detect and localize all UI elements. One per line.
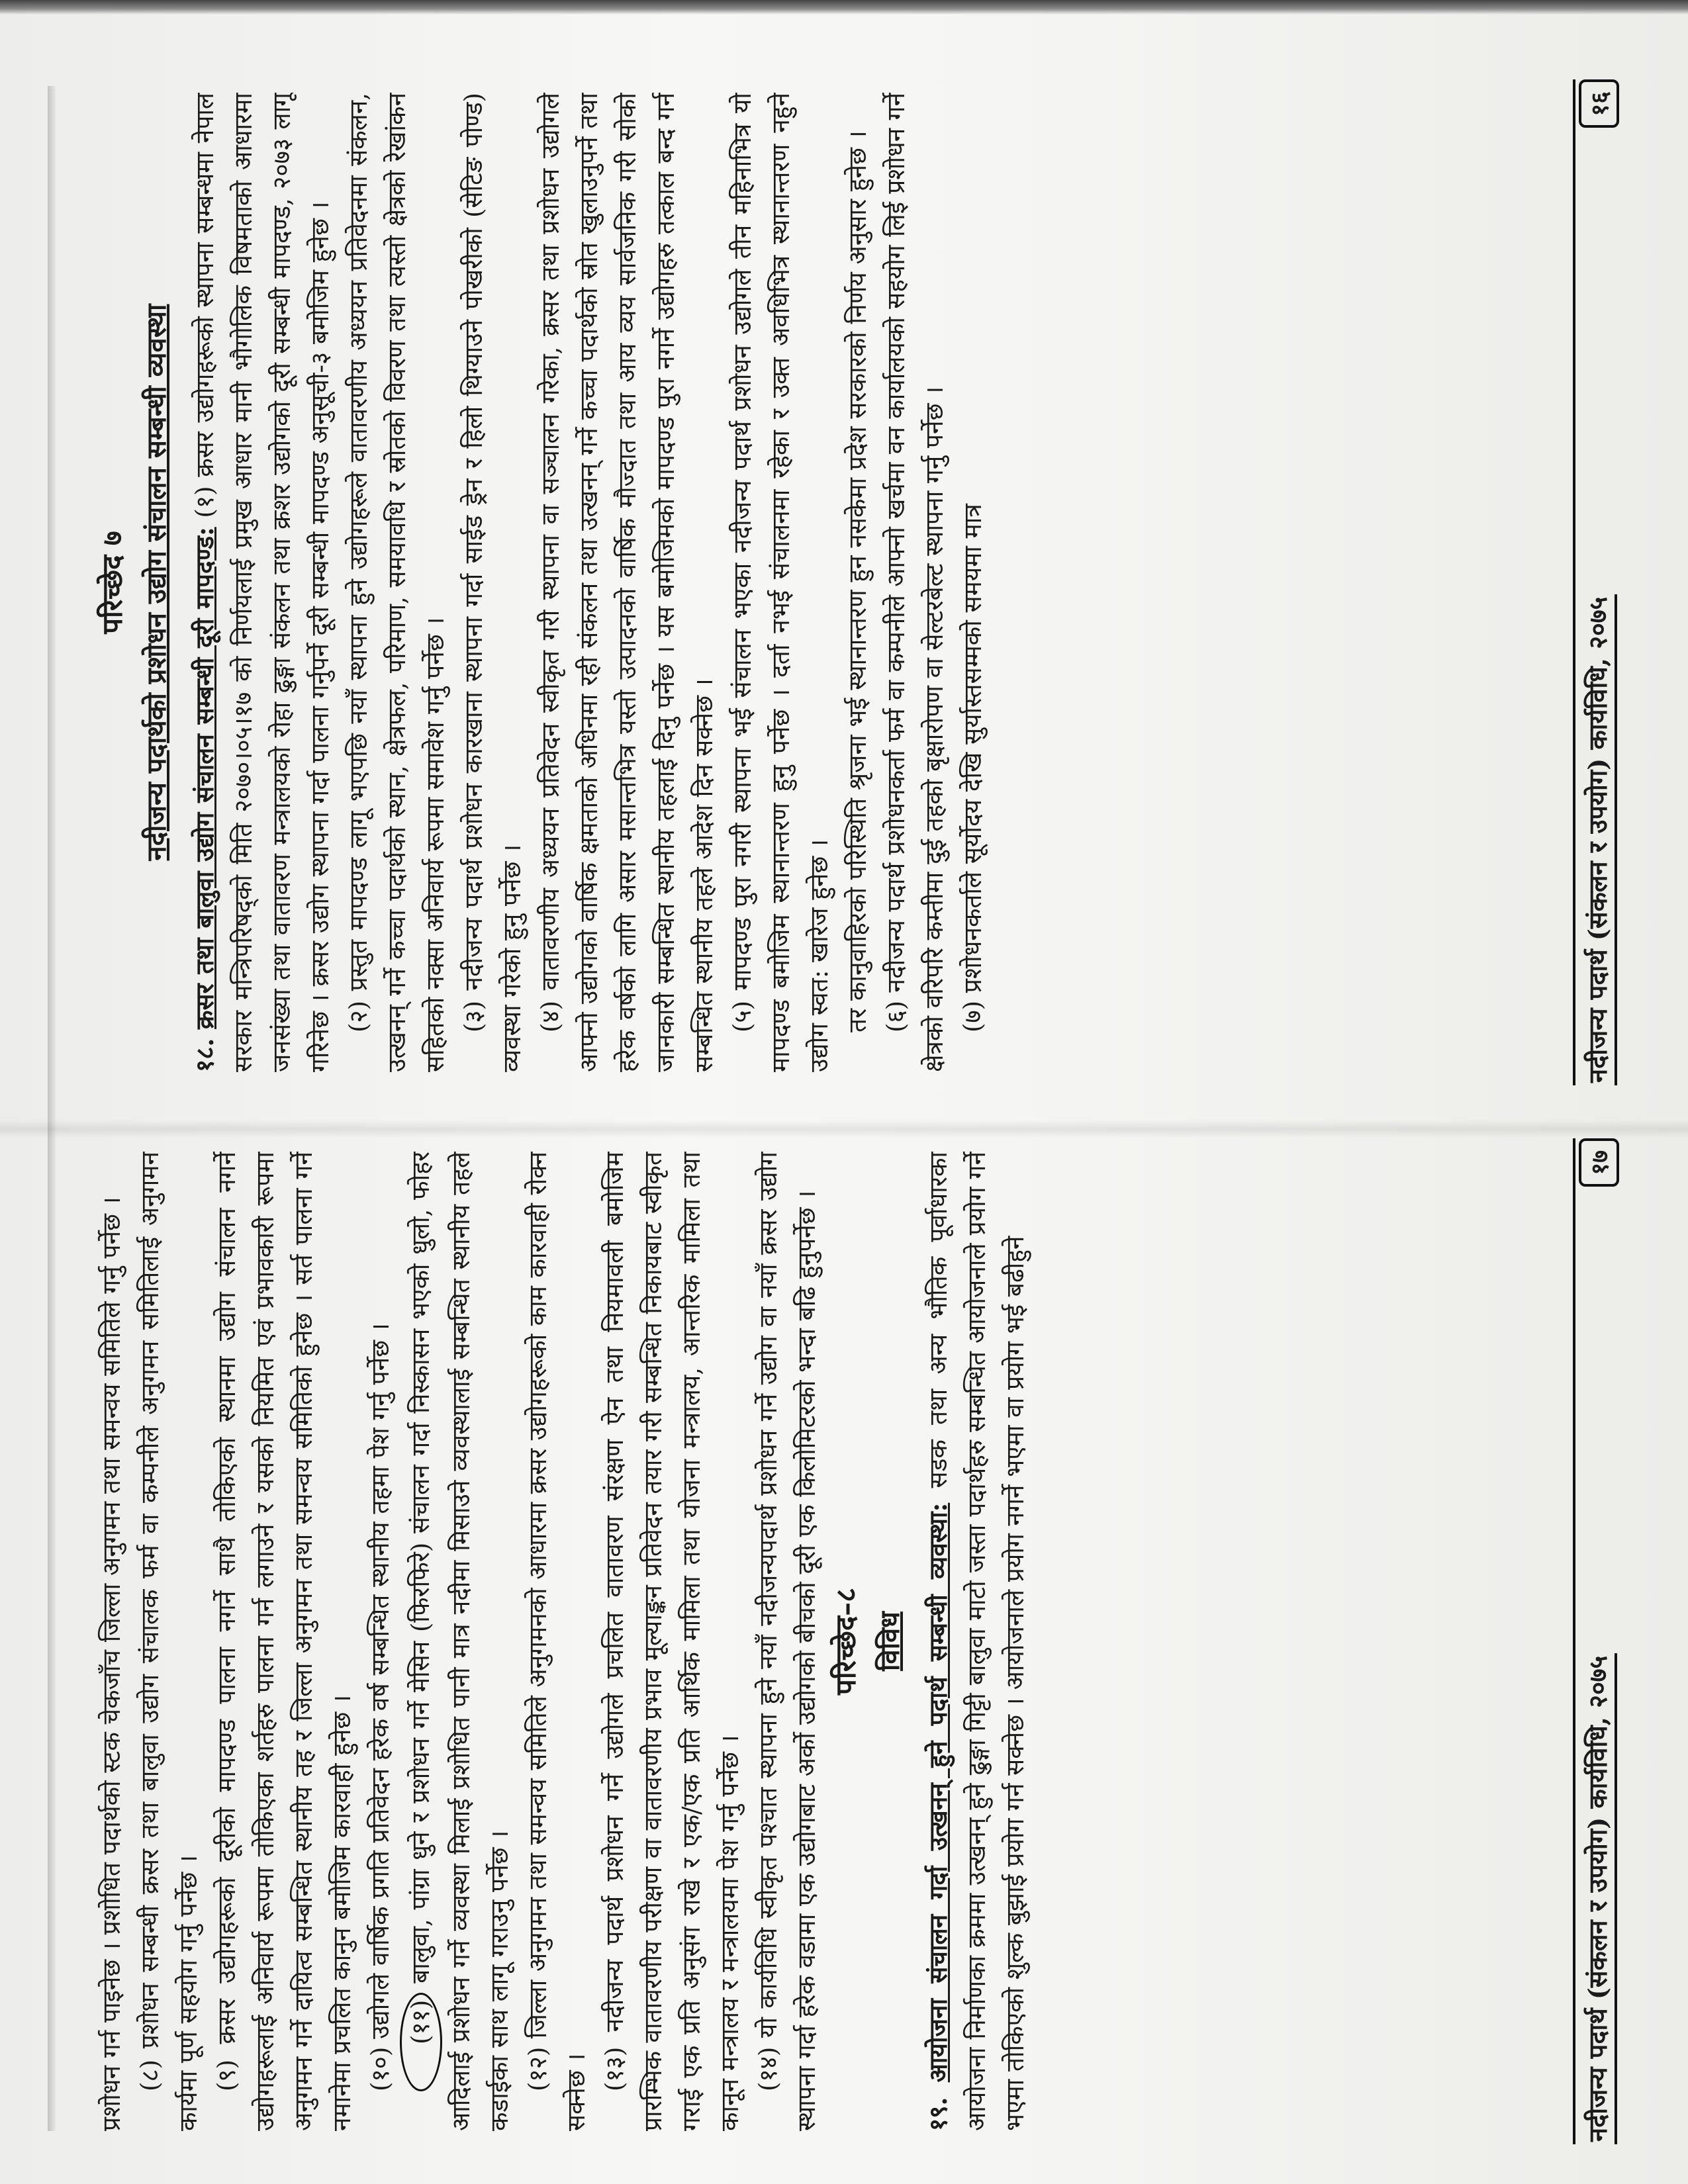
clause-18-13: (१३) नदीजन्य पदार्थ प्रशोधन गर्ने उद्योगले प्रचलित वातावरण संरक्षण ऐन तथा नियमावली बमोजिम प्रारम्भिक वातावरणीय परीक्षण वा वातावरणीय प्रभाव मूल्याङ्कन प्रतिवेदन तयार गरी सम्बन्धित निकायबाट स्वीकृत गराई एक प्रति अनुसंग राखे र एक/एक प्रति आर्थिक मामिला तथा योजना मन्त्रालय, आन्तरिक मामिला तथा कानून मन्त्रालय र मन्त्रालयमा पेश गर्नु पर्नेछ । [600,1152,744,2131]
center-fold [0,1120,1688,1138]
page-edge-shadow [48,86,57,2131]
clause-18-10: (१०) उद्योगले वार्षिक प्रगति प्रतिवेदन हरेक वर्ष सम्बन्धित स्थानीय तहमा पेश गर्नु पर्नेछ । [366,1323,395,2091]
chapter-heading-8: परिच्छेद–८ [829,1588,862,1695]
clause-18-11-text: बालुवा, पांग्रा धुने र प्रशोधन गर्ने मेसिन (फिरफिरे) संचालन गर्दा निस्कासन भएको धुलो, फोहर आदिलाई प्रशोधन गर्ने व्यवस्था मिलाई प्रशोधित पानी मात्र नदीमा मिसाउने व्यवस्थालाई सम्बन्धित स्थानीय तहले कडाईका साथ लागू गराउनु पर्नेछ । [406,1152,514,2131]
chapter-heading-7: परिच्छेद ७ [96,531,128,634]
footer-document-title: नदीजन्य पदार्थ (संकलन र उपयोग) कार्यविधि, २०७५ [1580,594,1617,1085]
clause-18-2: (२) प्रस्तुत मापदण्ड लागू भएपछि नयाँ स्थापना हुने उद्योगहरूले वातावरणीय अध्ययन प्रतिवेदनमा संकलन, उत्खनन् गर्ने कच्चा पदार्थको स्थान, क्षेत्रफल, परिमाण, समयावधि र स्रोतको विवरण तथा त्यस्तो क्षेत्रको रेखांकन सहितको नक्सा अनिवार्य रूपमा समावेश गर्नु पर्नेछ । [344,93,449,1072]
footer-document-title: नदीजन्य पदार्थ (संकलन र उपयोग) कार्यविधि, २०७५ [1580,1653,1617,2144]
section-18 [185,93,340,1072]
chapter-7-subheading: नदीजन्य पदार्थको प्रशोधन उद्योग संचालन सम्बन्धी व्यवस्था [141,304,172,861]
clause-18-9: (९) क्रसर उद्योगहरूको दूरीको मापदण्ड पालना नगर्ने साथै तोकिएको स्थानमा उद्योग संचालन नगर्ने उद्योगहरूलाई अनिवार्य रूपमा तोकिएका शर्तहरु पालना गर्न लगाउने र यसको नियमित एवं प्रभावकारी रूपमा अनुगमन गर्ने दायित्व सम्बन्धित स्थानीय तह र जिल्ला अनुगमन तथा समन्वय समितिको हुनेछ । सर्त पालना गर्ने नमानेमा प्रचलित कानुन बमोजिम कारवाही हुनेछ । [212,1152,356,2131]
section-19 [919,1152,1035,2131]
page-17-body [93,1152,1562,2131]
clause-18-14: (१४) यो कार्यविधि स्वीकृत पश्चात स्थापना हुने नयाँ नदीजन्यपदार्थ प्रशोधन गर्ने उद्योग वा नयाँ क्रसर उद्योग स्थापना गर्दा हरेक वडामा एक उद्योगबाट अर्को उद्योगको बीचको दूरी एक किलोमिटरको भन्दा बढि हुनुपर्नेछ । [754,1152,821,2131]
clause-18-7: (७) प्रशोधनकर्ताले सूर्योदय देखि सुर्यास्तसम्मको समयमा मात्र [959,504,987,1032]
page-16-footer [1573,79,1622,1085]
section-19-title: आयोजना संचालन गर्दा उत्खनन् हुने पदार्थ सम्बन्धी व्यवस्था: [923,1502,953,2083]
clause-18-12: (१२) जिल्ला अनुगमन तथा समन्वय समितिले अनुगमनको आधारमा क्रसर उद्योगहरूको काम कारवाही रोक्न सक्नेछ । [524,1152,590,2131]
section-18-text: (१) क्रसर उद्योगहरूको स्थापना सम्बन्धमा नेपाल सरकार मन्त्रिपरिषद्को मिति २०७०।०५।१७ को निर्णयलाई प्रमुख आधार मानी भौगोलिक विषमताको आधारमा जनसंख्या तथा वातावरण मन्त्रालयको रोहा ढुङ्गा संकलन तथा क्रशर उद्योगको दूरी सम्बन्धी मापदण्ड, २०७३ लागू गरिनेछ । क्रसर उद्योग स्थापना गर्दा पालना गर्नुपर्ने दूरी सम्बन्धी मापदण्ड अनुसूची-३ बमोजिम हुनेछ । [191,93,334,1072]
section-18-title: क्रसर तथा बालुवा उद्योग संचालन सम्बन्धी दूरी मापदण्ड: [190,527,219,1029]
page-number: १७ [1579,1138,1619,1187]
clause-18-11 [400,1152,519,2131]
page-number: १६ [1579,79,1619,128]
clause-18-3: (३) नदीजन्य पदार्थ प्रशोधन कारखाना स्थापना गर्दा साईड ड्रेन र हिलो थिग्याउने पोखरीको (सेटिङ पोण्ड) व्यवस्था गरेको हुनु पर्नेछ । [459,93,526,1072]
scan-top-edge [0,0,1688,15]
section-18-number: १८. [190,1038,219,1072]
section-19-number: १९. [923,2097,953,2131]
clause-18-4: (४) वातावरणीय अध्ययन प्रतिवेदन स्वीकृत गरी स्थापना वा सञ्चालन गरेका, क्रसर तथा प्रशोधन उद्योगले आफ्नो उद्योगको वार्षिक क्षमताको अधिनमा रही संकलन तथा उत्खनन् गर्ने कच्चा पदार्थको स्रोत खुलाउनुपर्ने तथा हरेक वर्षको लागि असार मसान्तभित्र यस्तो उत्पादनको वार्षिक मौज्दात तथा आय व्यय सार्वजनिक गरी सोको जानकारी सम्बन्धित स्थानीय तहलाई दिनु पर्नेछ । यस बमोजिमको मापदण्ड पुरा नगर्ने उद्योगहरु तत्काल बन्द गर्न सम्बन्धित स्थानीय तहले आदेश दिन सक्नेछ । [536,93,718,1072]
page-17 [86,1138,1622,2144]
page-16-body [93,93,1562,1072]
page-16 [86,79,1622,1085]
clause-18-7-continued: प्रशोधन गर्न पाइनेछ । प्रशोधित पदार्थको स्टक चेकजाँच जिल्ला अनुगमन तथा समन्वय समितिले गर्नु पर्नेछ । [97,1197,126,2131]
page-17-footer [1573,1138,1622,2144]
section-19-text: सडक तथा अन्य भौतिक पूर्वाधारका आयोजना निर्माणका क्रममा उत्खनन् हुने ढुङ्गा गिट्टी बालुवा माटो जस्ता पदार्थहरु सम्बन्धित आयोजनाले प्रयोग गर्ने भएमा तोकिएको शुल्क बुझाई प्रयोग गर्न सक्नेछ । आयोजनाले प्रयोग नगर्ने भएमा वा प्रयोग भई बढीहुने [924,1152,1029,2131]
chapter-8-subheading: विविध [874,1612,906,1671]
clause-18-5: (५) मापदण्ड पुरा नगरी स्थापना भई संचालन भएका नदीजन्य पदार्थ प्रशोधन उद्योगले तीन महिनाभित्र यो मापदण्ड बमोजिम स्थानान्तरण हुनु पर्नेछ । दर्ता नभई संचालनमा रहेका र उक्त अवधिभित्र स्थानान्तरण नहुने उद्योग स्वत: खारेज हुनेछ । [728,93,833,1072]
clause-11-circled-number: (११) [400,1993,442,2091]
clause-18-5-proviso: तर कानुवाहिरको परिस्थिति श्रृजना भई स्थानान्तरण हुन नसकेमा प्रदेश सरकारको निर्णय अनुसार हुनेछ । [843,130,872,1032]
clause-18-8: (८) प्रशोधन सम्बन्धी क्रसर तथा बालुवा उद्योग संचालक फर्म वा कम्पनीले अनुगमन समितिलाई अनुगमन कार्यमा पूर्ण सहयोग गर्नु पर्नेछ । [136,1152,203,2131]
clause-18-6: (६) नदीजन्य पदार्थ प्रशोधनकर्ता फर्म वा कम्पनीले आफ्नो खर्चमा वन कार्यालयको सहयोग लिई प्रशोधन गर्ने क्षेत्रको वरिपरि कम्तीमा दुई तहको बृक्षारोपण वा सेल्टरबेल्ट स्थापना गर्नु पर्नेछ । [882,93,949,1072]
